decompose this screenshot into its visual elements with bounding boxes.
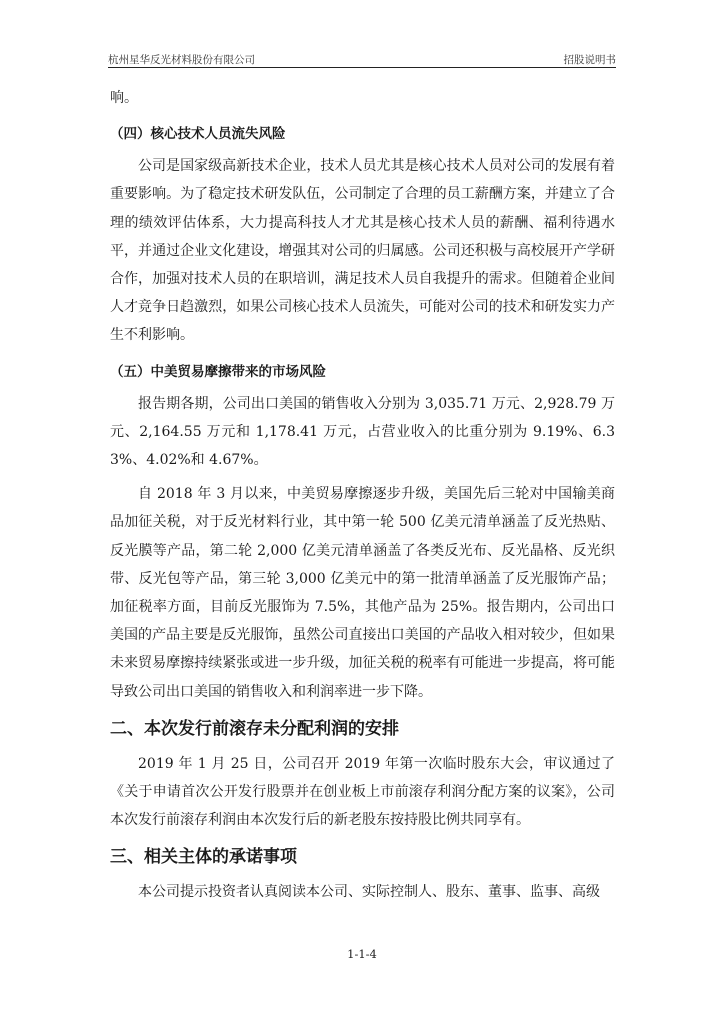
header-company-name: 杭州星华反光材料股份有限公司: [108, 54, 255, 66]
section5-heading: （五）中美贸易摩擦带来的市场风险: [110, 363, 326, 380]
page-number: 1-1-4: [347, 947, 377, 961]
part2-paragraph: 2019 年 1 月 25 日，公司召开 2019 年第一次临时股东大会，审议通过了《关于申请首次公开发行股票并在创业板上市前滚存利润分配方案的议案》，公司本次发行前滚存利润由本次发行后的新老股东按持股比例共同享有。: [110, 755, 615, 829]
part2-heading: 二、本次发行前滚存未分配利润的安排: [110, 718, 399, 739]
part3-paragraph: 本公司提示投资者认真阅读本公司、实际控制人、股东、董事、监事、高级: [138, 884, 600, 901]
page-header: [108, 50, 616, 68]
section5-paragraph-2: 自 2018 年 3 月以来，中美贸易摩擦逐步升级，美国先后三轮对中国输美商品加征关税，对于反光材料行业，其中第一轮 500 亿美元清单涵盖了反光热贴、反光膜等产品，第二轮 2,000 亿美元清单涵盖了各类反光布、反光晶格、反光织带、反光包等产品，第三轮 3,000 亿美元中的第一批清单涵盖了反光服饰产品；加征税率方面，目前反光服饰为 7.5%，其他产品为 25%。报告期内，公司出口美国的产品主要是反光服饰，虽然公司直接出口美国的产品收入相对较少，但如果未来贸易摩擦持续紧张或进一步升级，加征关税的税率有可能进一步提高，将可能导致公司出口美国的销售收入和利润率进一步下降。: [110, 486, 615, 700]
section5-paragraph-1: 报告期各期，公司出口美国的销售收入分别为 3,035.71 万元、2,928.79 万元、2,164.55 万元和 1,178.41 万元，占营业收入的比重分别为 9.19%、6.33%、4.02%和 4.67%。: [110, 395, 615, 469]
header-divider: [108, 67, 616, 68]
section4-paragraph: 公司是国家级高新技术企业，技术人员尤其是核心技术人员对公司的发展有着重要影响。为了稳定技术研发队伍，公司制定了合理的员工薪酬方案，并建立了合理的绩效评估体系，大力提高科技人才尤其是核心技术人员的薪酬、福利待遇水平，并通过企业文化建设，增强其对公司的归属感。公司还积极与高校展开产学研合作，加强对技术人员的在职培训，满足技术人员自我提升的需求。但随着企业间人才竞争日趋激烈，如果公司核心技术人员流失，可能对公司的技术和研发实力产生不利影响。: [110, 158, 615, 344]
section4-heading: （四）核心技术人员流失风险: [110, 126, 286, 143]
part3-heading: 三、相关主体的承诺事项: [110, 847, 297, 868]
header-document-type: 招股说明书: [563, 54, 616, 66]
document-body: [110, 84, 615, 907]
continuation-text: 响。: [110, 90, 138, 106]
